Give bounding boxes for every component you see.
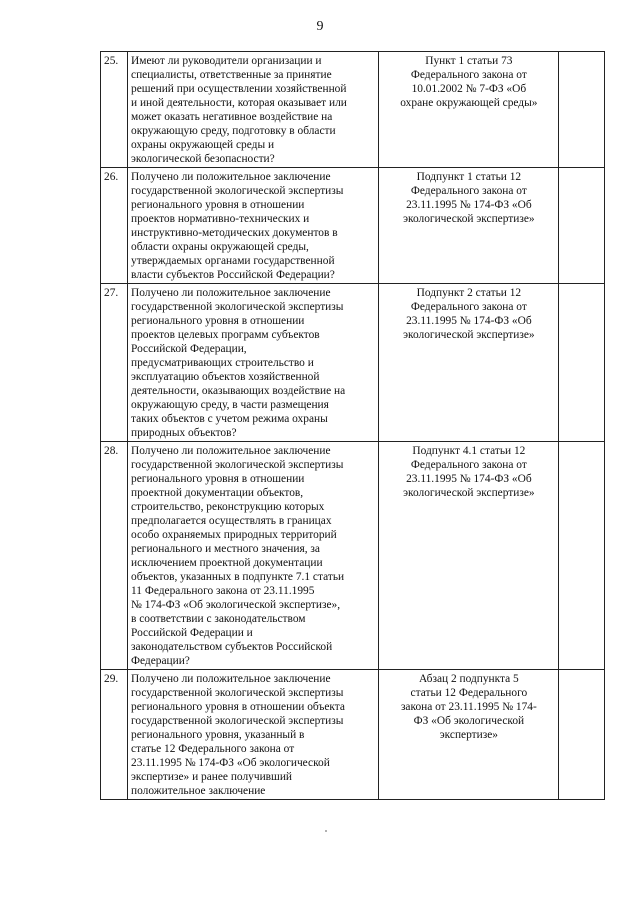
- reference-line: экологической экспертизе»: [403, 487, 535, 499]
- question-line: регионального уровня в отношении объекта: [131, 701, 345, 713]
- question-line: 23.11.1995 № 174-ФЗ «Об экологической: [131, 757, 330, 769]
- question-line: деятельности, оказывающих воздействие на: [131, 385, 346, 397]
- question-line: проектов целевых программ субъектов: [131, 329, 320, 341]
- legal-reference-cell: [379, 284, 559, 442]
- question-line: особо охраняемых природных территорий: [131, 529, 337, 541]
- question-line: природных объектов?: [131, 427, 237, 439]
- row-number: 29.: [101, 670, 128, 800]
- question-line: экологической безопасности?: [131, 153, 275, 165]
- legal-reference-cell: [379, 52, 559, 168]
- question-line: регионального уровня в отношении: [131, 473, 305, 485]
- question-line: положительное заключение: [131, 785, 266, 797]
- question-line: статье 12 Федерального закона от: [131, 743, 295, 755]
- question-line: исключением проектной документации: [131, 557, 323, 569]
- reference-line: Федерального закона от: [410, 69, 527, 81]
- question-line: государственной экологической экспертизы: [131, 185, 344, 197]
- table-row: [101, 284, 605, 442]
- legal-reference-cell: [379, 442, 559, 670]
- reference-line: ФЗ «Об экологической: [413, 715, 525, 727]
- answer-cell: [559, 284, 605, 442]
- reference-line: Федерального закона от: [410, 185, 527, 197]
- question-cell: [128, 284, 379, 442]
- answer-cell: [559, 168, 605, 284]
- reference-line: 23.11.1995 № 174-ФЗ «Об: [406, 473, 532, 485]
- reference-line: экспертизе»: [439, 729, 498, 741]
- question-cell: [128, 168, 379, 284]
- reference-line: Абзац 2 подпункта 5: [419, 673, 519, 685]
- row-number: 28.: [101, 442, 128, 670]
- question-line: окружающую среду, в части размещения: [131, 399, 329, 411]
- question-line: охраны окружающей среды и: [131, 139, 275, 151]
- question-line: регионального и местного значения, за: [131, 543, 320, 555]
- reference-line: Федерального закона от: [410, 459, 527, 471]
- question-line: решений при осуществлении хозяйственной: [131, 83, 347, 95]
- question-line: государственной экологической экспертизы: [131, 687, 344, 699]
- question-line: регионального уровня в отношении: [131, 199, 305, 211]
- question-line: законодательством субъектов Российской: [131, 641, 333, 653]
- table-row: [101, 670, 605, 800]
- table-row: [101, 168, 605, 284]
- checklist-table: [100, 51, 605, 800]
- question-line: регионального уровня в отношении: [131, 315, 305, 327]
- question-line: проектной документации объектов,: [131, 487, 304, 499]
- question-line: предполагается осуществлять в границах: [131, 515, 332, 527]
- row-number: 26.: [101, 168, 128, 284]
- question-line: проектов нормативно-технических и: [131, 213, 310, 225]
- page-number: 9: [316, 19, 324, 34]
- reference-line: охране окружающей среды»: [400, 97, 538, 109]
- reference-line: Подпункт 1 статьи 12: [416, 171, 522, 183]
- reference-line: закона от 23.11.1995 № 174-: [400, 701, 537, 713]
- question-line: объектов, указанных в подпункте 7.1 статьи: [131, 571, 345, 583]
- question-line: Российской Федерации и: [131, 627, 253, 639]
- question-line: может оказать негативное воздействие на: [131, 111, 333, 123]
- question-line: Федерации?: [131, 655, 190, 667]
- question-line: и иной деятельности, которая оказывает или: [131, 97, 347, 109]
- reference-line: 23.11.1995 № 174-ФЗ «Об: [406, 199, 532, 211]
- reference-line: экологической экспертизе»: [403, 329, 535, 341]
- question-line: Российской Федерации,: [131, 343, 247, 355]
- question-line: специалисты, ответственные за принятие: [131, 69, 332, 81]
- answer-cell: [559, 52, 605, 168]
- question-line: строительство, реконструкцию которых: [131, 501, 325, 513]
- reference-line: статьи 12 Федерального: [410, 687, 528, 699]
- question-line: регионального уровня, указанный в: [131, 729, 305, 741]
- question-line: № 174-ФЗ «Об экологической экспертизе»,: [131, 599, 341, 611]
- legal-reference-cell: [379, 168, 559, 284]
- question-line: 11 Федерального закона от 23.11.1995: [131, 585, 315, 597]
- question-line: Получено ли положительное заключение: [131, 673, 331, 685]
- question-line: эксплуатацию объектов хозяйственной: [131, 371, 320, 383]
- answer-cell: [559, 670, 605, 800]
- question-cell: [128, 442, 379, 670]
- question-line: таких объектов с учетом режима охраны: [131, 413, 328, 425]
- reference-line: Федерального закона от: [410, 301, 527, 313]
- question-line: окружающую среду, подготовку в области: [131, 125, 336, 137]
- question-line: инструктивно-методических документов в: [131, 227, 338, 239]
- reference-line: 10.01.2002 № 7-ФЗ «Об: [411, 83, 527, 95]
- reference-line: Подпункт 4.1 статьи 12: [412, 445, 526, 457]
- table-row: [101, 52, 605, 168]
- question-line: Получено ли положительное заключение: [131, 287, 331, 299]
- reference-line: 23.11.1995 № 174-ФЗ «Об: [406, 315, 532, 327]
- table-row: [101, 442, 605, 670]
- question-line: государственной экологической экспертизы: [131, 301, 344, 313]
- question-line: Получено ли положительное заключение: [131, 445, 331, 457]
- question-line: государственной экологической экспертизы: [131, 459, 344, 471]
- question-line: государственной экологической экспертизы: [131, 715, 344, 727]
- question-cell: [128, 670, 379, 800]
- question-line: области охраны окружающей среды,: [131, 241, 309, 253]
- question-line: власти субъектов Российской Федерации?: [131, 269, 335, 281]
- reference-line: Пункт 1 статьи 73: [425, 55, 513, 67]
- question-line: предусматривающих строительство и: [131, 357, 314, 369]
- question-line: в соответствии с законодательством: [131, 613, 306, 625]
- question-line: утверждаемых органами государственной: [131, 255, 335, 267]
- row-number: 27.: [101, 284, 128, 442]
- question-line: Получено ли положительное заключение: [131, 171, 331, 183]
- question-line: экспертизе» и ранее получивший: [131, 771, 293, 783]
- answer-cell: [559, 442, 605, 670]
- reference-line: экологической экспертизе»: [403, 213, 535, 225]
- question-line: Имеют ли руководители организации и: [131, 55, 322, 67]
- legal-reference-cell: [379, 670, 559, 800]
- reference-line: Подпункт 2 статьи 12: [416, 287, 522, 299]
- row-number: 25.: [101, 52, 128, 168]
- page-mark: [325, 830, 327, 832]
- question-cell: [128, 52, 379, 168]
